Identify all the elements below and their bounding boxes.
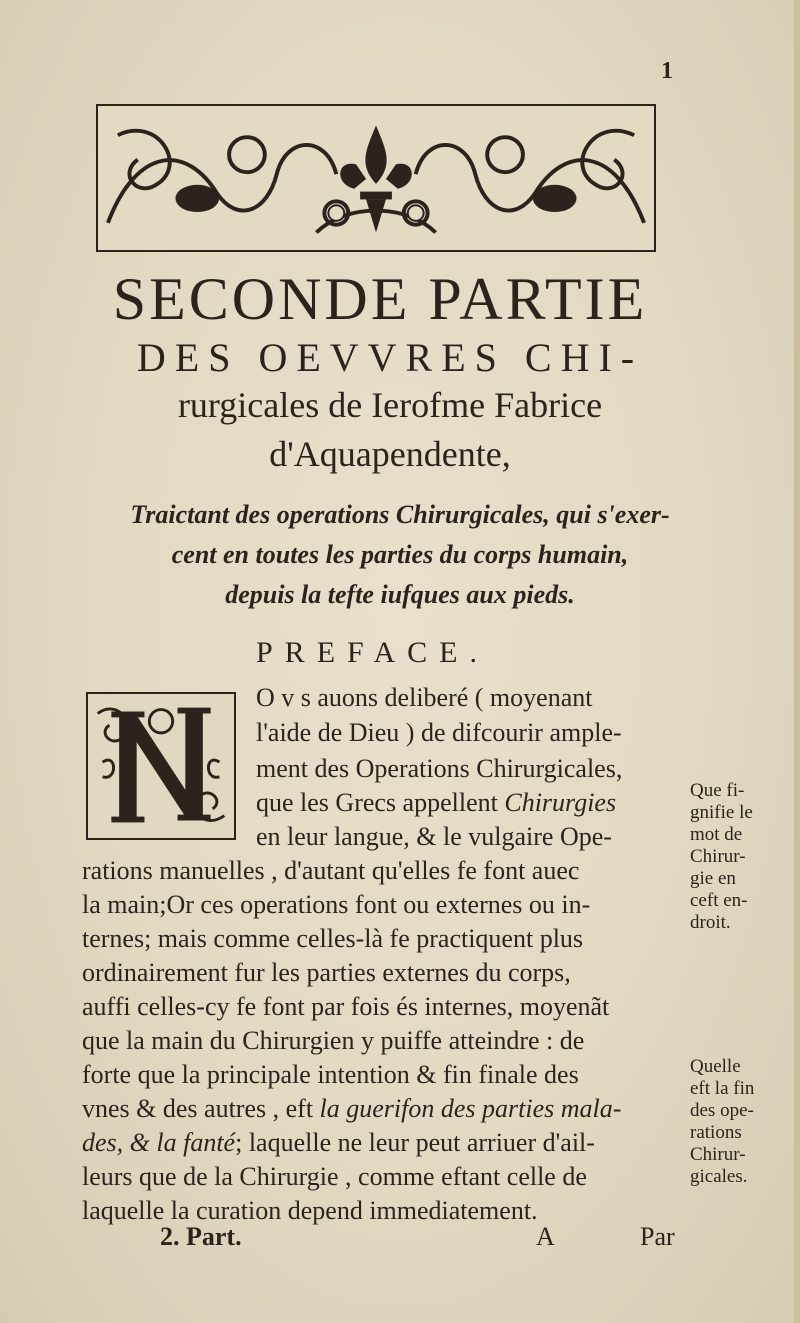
- margin-note-2-line: gicales.: [690, 1166, 748, 1187]
- body-line-11: que la main du Chirurgien y puiffe atteindre : de: [82, 1026, 585, 1055]
- margin-note-2-line: eft la fin: [690, 1078, 755, 1099]
- body-line-13-italic: la guerifon des parties mala-: [319, 1094, 622, 1123]
- margin-note-1-line: gnifie le: [690, 802, 753, 823]
- decorated-initial-n: [86, 692, 236, 840]
- margin-note-1-line: Chirur-: [690, 846, 746, 867]
- margin-note-1-line: ceft en-: [690, 890, 748, 911]
- body-line-13-text: vnes & des autres , eft: [82, 1094, 320, 1123]
- margin-note-2: [690, 1056, 790, 1188]
- body-line-14-italic: des, & la fanté: [82, 1128, 236, 1157]
- body-line-3: ment des Operations Chirurgicales,: [256, 754, 623, 783]
- preface-heading: PREFACE.: [256, 636, 489, 669]
- page-edge: [794, 0, 800, 1323]
- initial-letter-n-icon: [88, 694, 234, 838]
- margin-note-2-line: Quelle: [690, 1056, 741, 1077]
- margin-note-1-line: gie en: [690, 868, 736, 889]
- margin-note-1-line: Que fi-: [690, 780, 745, 801]
- body-line-15: leurs que de la Chirurgie , comme eftant celle de: [82, 1162, 587, 1191]
- subtitle-line-1: Traictant des operations Chirurgicales, qui s'exer-: [130, 500, 670, 529]
- body-line-5: en leur langue, & le vulgaire Ope-: [256, 822, 612, 851]
- margin-note-2-line: Chirur-: [690, 1144, 746, 1165]
- body-line-2: l'aide de Dieu ) de difcourir ample-: [256, 718, 622, 747]
- body-line-6: rations manuelles , d'autant qu'elles fe font auec: [82, 856, 580, 885]
- margin-note-2-line: rations: [690, 1122, 742, 1143]
- body-line-13: [82, 1094, 621, 1124]
- body-line-14: [82, 1128, 595, 1158]
- margin-note-1-line: droit.: [690, 912, 731, 933]
- body-line-8: ternes; mais comme celles-là fe practiquent plus: [82, 924, 584, 953]
- title-line-4: d'Aquapendente,: [269, 434, 511, 474]
- body-line-7: la main;Or ces operations font ou externes ou in-: [82, 890, 591, 919]
- page-number: 1: [661, 58, 673, 84]
- body-line-12: forte que la principale intention & fin finale des: [82, 1060, 579, 1089]
- title-line-2: DES OEVVRES CHI-: [136, 335, 644, 380]
- margin-note-2-line: des ope-: [690, 1100, 754, 1121]
- margin-note-1-line: mot de: [690, 824, 743, 845]
- body-line-4-italic: Chirurgies: [504, 788, 617, 817]
- catchword: Par: [640, 1222, 675, 1251]
- body-line-4-text: que les Grecs appellent: [256, 788, 505, 817]
- margin-note-1: [690, 780, 790, 934]
- signature-letter: A: [536, 1222, 555, 1251]
- body-line-9: ordinairement fur les parties externes du corps,: [82, 958, 571, 987]
- ornamental-headpiece: [96, 104, 656, 252]
- body-line-1: O v s auons deliberé ( moyenant: [256, 683, 593, 712]
- headpiece-ornament-icon: [98, 106, 654, 250]
- body-line-16: laquelle la curation depend immediatement.: [82, 1196, 538, 1225]
- subtitle-line-3: depuis la tefte iufques aux pieds.: [225, 580, 575, 609]
- body-line-4: [256, 788, 616, 818]
- body-line-10: auffi celles-cy fe font par fois és internes, moyenãt: [82, 992, 610, 1021]
- title-line-3: rurgicales de Ierofme Fabrice: [177, 385, 603, 425]
- subtitle-line-2: cent en toutes les parties du corps humain,: [171, 540, 629, 569]
- body-line-14-text: ; laquelle ne leur peut arriuer d'ail-: [235, 1128, 595, 1157]
- title-line-1: SECONDE PARTIE: [112, 266, 648, 332]
- signature-mark: 2. Part.: [160, 1222, 242, 1251]
